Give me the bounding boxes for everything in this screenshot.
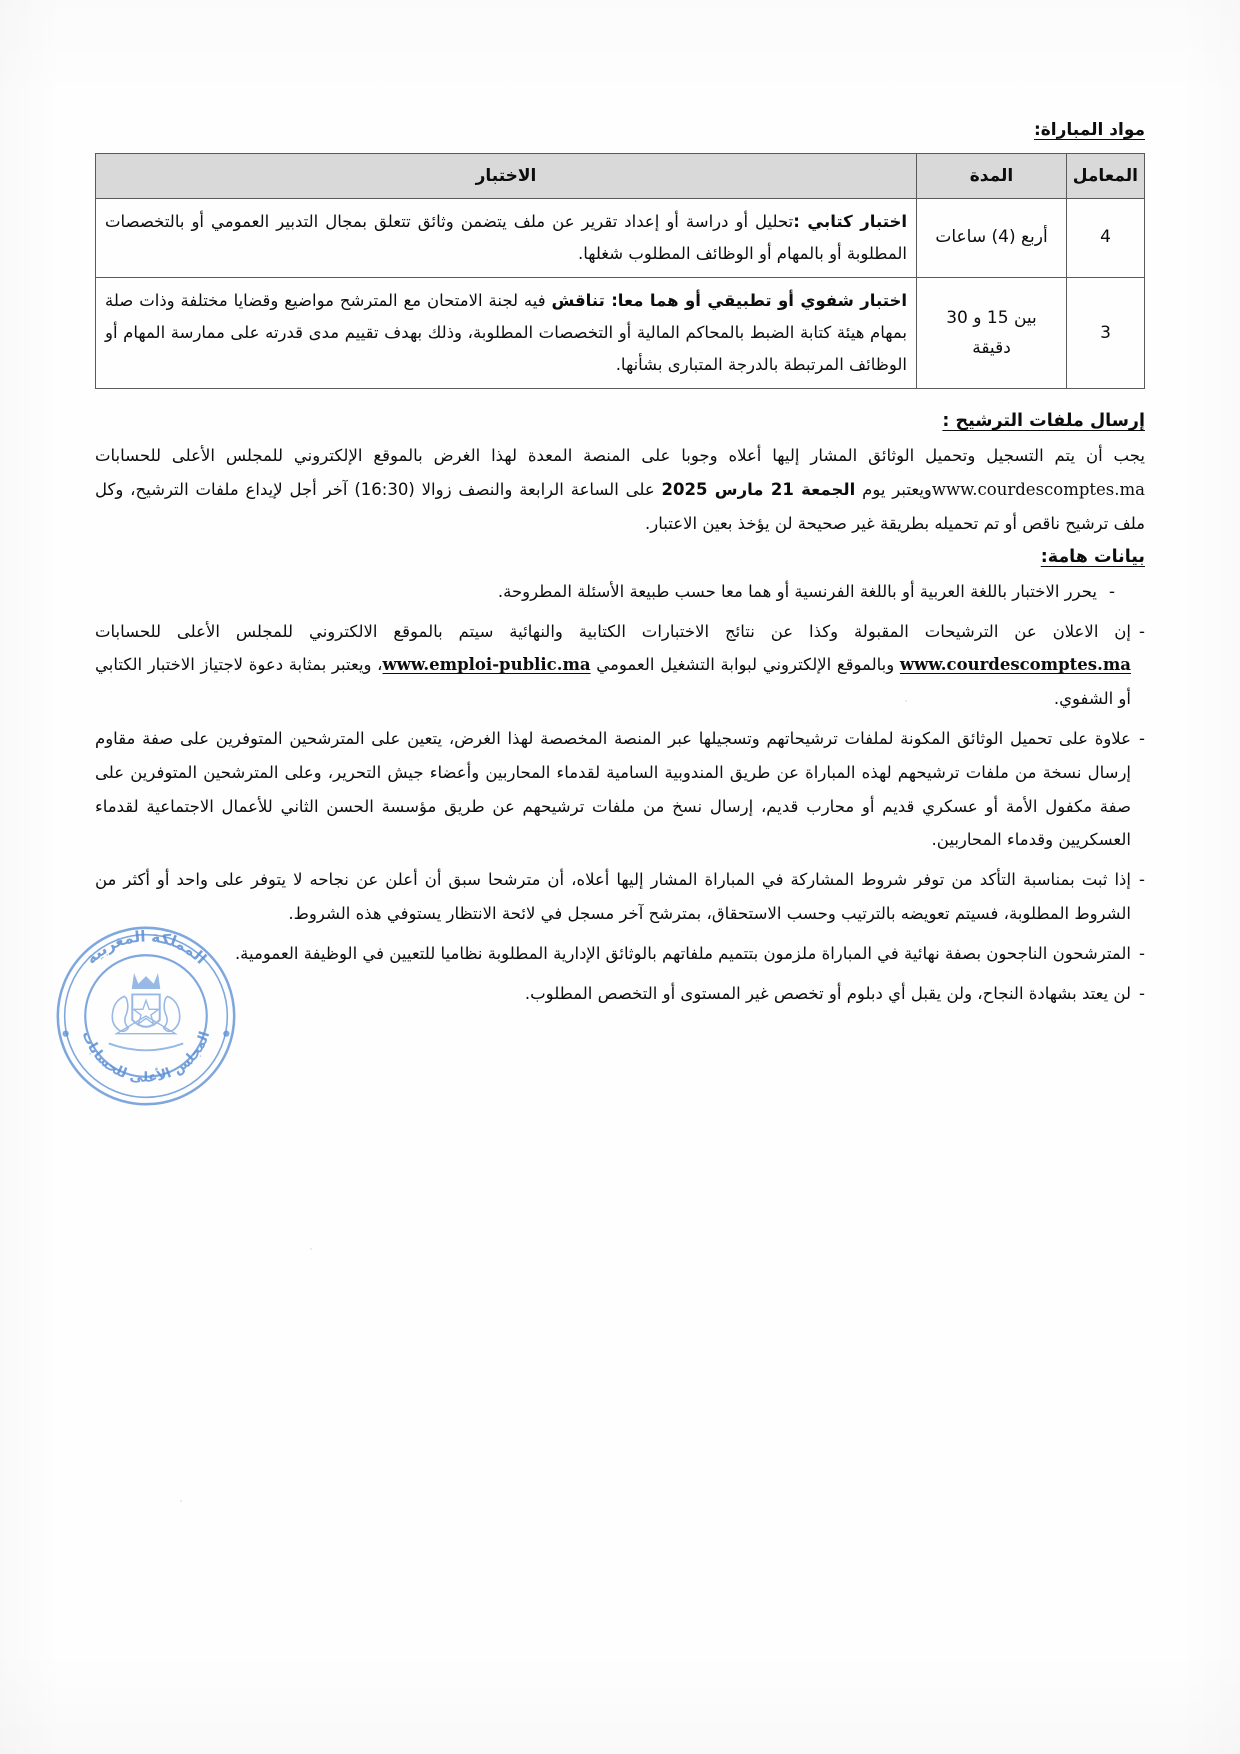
note-text: المترشحون الناجحون بصفة نهائية في المباراة ملزمون بتتميم ملفاتهم بالوثائق الإدارية المطلوبة نظاميا للتعيين في الوظيفة العمومية.	[234, 943, 1131, 963]
courdescomptes-url[interactable]: www.courdescomptes.ma	[931, 480, 1146, 500]
cell-coefficient: 3	[1067, 277, 1145, 389]
courdescomptes-url-link[interactable]: www.courdescomptes.ma	[899, 655, 1131, 675]
test-description-text: تحليل أو دراسة أو إعداد تقرير عن ملف يتضمن وثائق تتعلق بمجال التدبير العمومي أو بالتخصصات المطلوبة أو بالمهام أو الوظائف المطلوب شغلها.	[105, 211, 907, 263]
note-text-part-3: ، ويعتبر بمثابة دعوة لاجتياز الاختبار الكتابي أو الشفوي.	[95, 655, 1131, 709]
svg-text:المملكة المغربية: المملكة المغربية	[82, 927, 211, 968]
note-text: يحرر الاختبار باللغة العربية أو باللغة الفرنسية أو هما معا حسب طبيعة الأسئلة المطروحة.	[497, 581, 1097, 601]
submission-section	[95, 411, 1145, 540]
exam-subjects-caption: مواد المباراة:	[1033, 120, 1145, 140]
note-text: إذا ثبت بمناسبة التأكد من توفر شروط المشاركة في المباراة المشار إليها أعلاه، أن مترشحا سبق أن أعلن عن نجاحه لا يتوفر على واحد أو أكثر من الشروط المطلوبة، فسيتم تعويضه بالترتيب وحسب الاستحقاق، بمترشح آخر مسجل في لائحة الانتظار يستوفي هذه الشروط.	[95, 870, 1131, 924]
note-text-part-1: إن الاعلان عن الترشيحات المقبولة وكذا عن نتائج الاختبارات الكتابية والنهائية سيتم بالموقع الالكتروني للمجلس الأعلى للحسابات	[95, 621, 1131, 641]
header-test: الاختبار	[96, 153, 917, 198]
submission-text-part-2b: على الساعة الرابعة والنصف زوالا (16:30) آخر أجل لإيداع ملفات الترشيح،	[130, 480, 662, 500]
emploi-public-url-link[interactable]: www.emploi-public.ma	[382, 655, 591, 675]
list-item	[95, 615, 1145, 716]
notes-heading: بيانات هامة:	[1040, 546, 1145, 567]
header-coefficient: المعامل	[1067, 153, 1145, 198]
svg-text:المجلس الأعلى للحسابات: المجلس الأعلى للحسابات	[78, 1028, 214, 1086]
submission-text-part-1: يجب أن يتم التسجيل وتحميل الوثائق المشار إليها أعلاه وجوبا على المنصة المعدة لهذا الغرض بالموقع الإلكتروني للمجلس الأعلى للحسابات	[95, 446, 1145, 466]
notes-list	[95, 575, 1145, 1011]
submission-paragraph	[95, 439, 1145, 540]
table-header-row	[96, 153, 1145, 198]
table-row	[96, 198, 1145, 277]
cell-test-description	[96, 277, 917, 389]
submission-deadline-date: الجمعة 21 مارس 2025	[661, 480, 856, 500]
list-item	[95, 575, 1145, 609]
cell-duration: بين 15 و 30 دقيقة	[917, 277, 1067, 389]
test-type-label: اختبار شفوي أو تطبيقي أو هما معا: تناقش	[551, 290, 908, 310]
scan-artifact	[905, 700, 907, 702]
document-content	[95, 118, 1145, 1017]
scan-artifact	[180, 1500, 182, 1502]
list-item	[95, 863, 1145, 931]
submission-text-part-3: وكل ملف ترشيح ناقص أو تم تحميله بطريقة غير صحيحة لن يؤخذ بعين الاعتبار.	[95, 480, 1145, 533]
submission-text-part-2a: ويعتبر يوم	[855, 480, 932, 500]
submission-heading: إرسال ملفات الترشيح :	[942, 411, 1145, 432]
list-item	[95, 722, 1145, 857]
note-text: علاوة على تحميل الوثائق المكونة لملفات ترشيحاتهم وتسجيلها عبر المنصة المخصصة لهذا الغرض، يتعين على المترشحين المتوفرين على صفة مقاوم إرسال نسخة من ملفات ترشيحهم لهذه المباراة عن طريق المندوبية السامية لقدماء المحاربين وأعضاء جيش التحرير، وعلى المترشحين المتوفرين على صفة مكفول الأمة أو عسكري قديم أو محارب قديم، إرسال نسخ من ملفات ترشيحهم عن طريق مؤسسة الحسن الثاني للأعمال الاجتماعية لقدماء العسكريين وقدماء المحاربين.	[95, 729, 1131, 850]
list-item	[95, 937, 1145, 971]
exam-subjects-table	[95, 153, 1145, 390]
table-row	[96, 277, 1145, 389]
list-item	[95, 977, 1145, 1011]
header-duration: المدة	[917, 153, 1067, 198]
note-text-part-2: وبالموقع الإلكتروني لبوابة التشغيل العمومي	[596, 655, 895, 675]
cell-duration: أربع (4) ساعات	[917, 198, 1067, 277]
note-text: لن يعتد بشهادة النجاح، ولن يقبل أي دبلوم أو تخصص غير المستوى أو التخصص المطلوب.	[524, 983, 1131, 1003]
notes-section	[95, 547, 1145, 1011]
cell-coefficient: 4	[1067, 198, 1145, 277]
cell-test-description	[96, 198, 917, 277]
test-description-text: فيه لجنة الامتحان مع المترشح مواضيع وقضايا مختلفة وذات صلة بمهام هيئة كتابة الضبط بالمحاكم المالية أو التخصصات المطلوبة، وذلك بهدف تقييم مدى قدرته على ممارسة المهام أو الوظائف المرتبطة بالدرجة المتبارى بشأنها.	[105, 290, 907, 375]
scan-artifact	[310, 1248, 312, 1250]
submission-paragraph-line	[95, 439, 1145, 540]
test-type-label: اختبار كتابي :	[793, 211, 907, 231]
